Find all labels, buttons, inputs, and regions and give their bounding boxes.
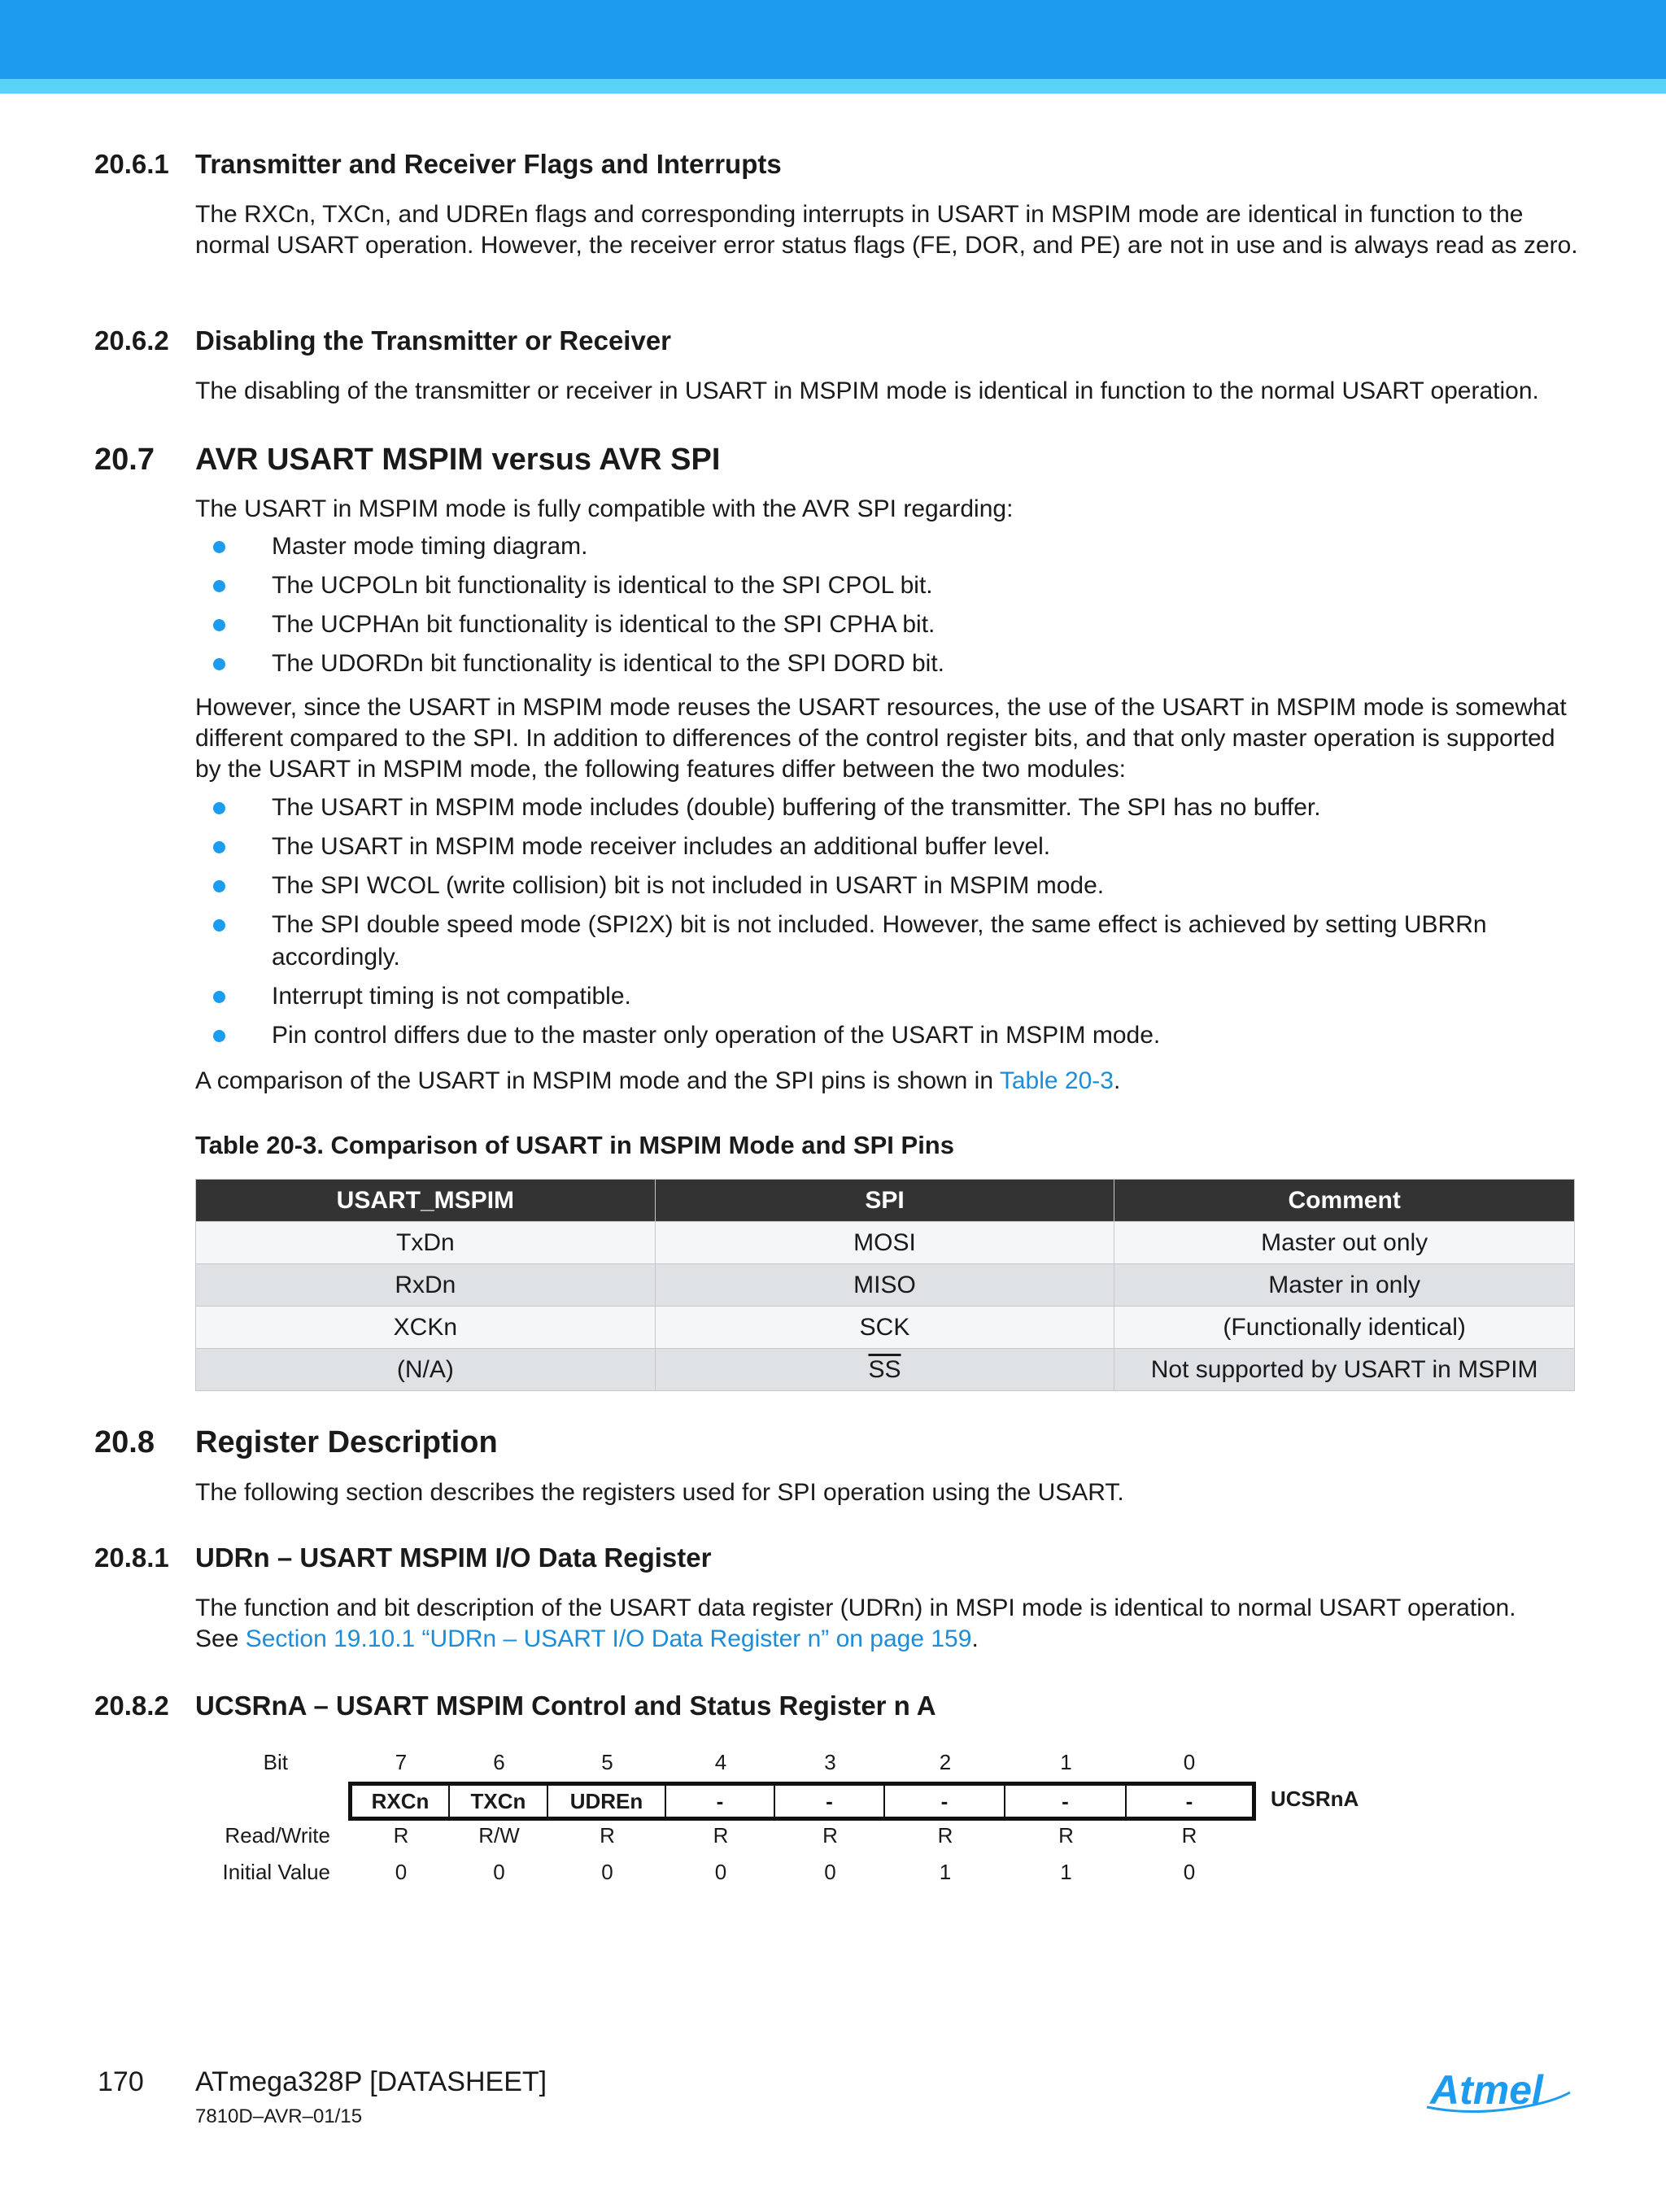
table-cell: (Functionally identical) (1114, 1307, 1575, 1349)
heading-20-6-1 (94, 149, 1559, 181)
initial-value: 0 (824, 1860, 836, 1884)
bit-number: 4 (714, 1750, 727, 1774)
document-title: ATmega328P [DATASHEET] (195, 2066, 547, 2097)
document-code: 7810D–AVR–01/15 (195, 2105, 363, 2127)
table-cell: RxDn (196, 1264, 656, 1307)
register-field: TXCn (450, 1786, 548, 1817)
initial-value: 1 (1060, 1860, 1072, 1884)
section-number: 20.8 (94, 1425, 155, 1459)
bullet-icon (213, 841, 225, 853)
heading-20-8-2 (94, 1691, 1559, 1723)
section-title: AVR USART MSPIM versus AVR SPI (195, 443, 721, 477)
register-field: RXCn (352, 1786, 450, 1817)
table-row (196, 1222, 1575, 1264)
bullet-icon (213, 880, 225, 892)
table-cell: XCKn (196, 1307, 656, 1349)
svg-text:Atmel: Atmel (1430, 2068, 1543, 2113)
bit-number: 1 (1060, 1750, 1072, 1774)
header-band (0, 0, 1666, 79)
register-field: - (775, 1786, 885, 1817)
bullet-icon (213, 919, 225, 931)
bit-number: 3 (824, 1750, 836, 1774)
table-row (196, 1349, 1575, 1391)
register-field: - (666, 1786, 775, 1817)
register-field: - (885, 1786, 1005, 1817)
section-link[interactable]: Section 19.10.1 “UDRn – USART I/O Data Register n” on page 159 (245, 1625, 972, 1652)
initial-value: 0 (601, 1860, 613, 1884)
paragraph: The following section describes the registers used for SPI operation using the USART. (195, 1479, 1124, 1506)
section-number: 20.6.2 (94, 325, 169, 356)
bit-number: 6 (493, 1750, 505, 1774)
table-header-row (196, 1180, 1575, 1222)
paragraph: The USART in MSPIM mode is fully compatible with the AVR SPI regarding: (195, 495, 1014, 522)
column-header: Comment (1114, 1180, 1575, 1222)
table-link[interactable]: Table 20-3 (999, 1067, 1114, 1094)
comparison-table (195, 1179, 1575, 1391)
rw-value: R (393, 1823, 409, 1848)
paragraph: The RXCn, TXCn, and UDREn flags and corresponding interrupts in USART in MSPIM mode are identical in function to the normal USART operation. However, the receiver error status flags (FE, DOR, and PE) are not in use and is always read as zero. (195, 201, 1578, 259)
table-caption: Table 20-3. Comparison of USART in MSPIM Mode and SPI Pins (195, 1131, 954, 1159)
table-cell: Master in only (1114, 1264, 1575, 1307)
rw-value: R (713, 1823, 729, 1848)
header-stripe (0, 79, 1666, 94)
bit-number: 7 (395, 1750, 408, 1774)
bit-number: 0 (1183, 1750, 1196, 1774)
rw-value: R (937, 1823, 953, 1848)
heading-20-6-2 (94, 325, 1559, 358)
bullet-icon (213, 991, 225, 1003)
table-cell: TxDn (196, 1222, 656, 1264)
column-header: SPI (655, 1180, 1114, 1222)
register-name: UCSRnA (1271, 1787, 1359, 1811)
section-title: UDRn – USART MSPIM I/O Data Register (195, 1542, 712, 1573)
heading-20-8 (94, 1425, 1559, 1463)
section-title: UCSRnA – USART MSPIM Control and Status Register n A (195, 1691, 936, 1721)
section-title: Disabling the Transmitter or Receiver (195, 325, 672, 356)
atmel-logo (1425, 2068, 1572, 2117)
bit-number: 2 (939, 1750, 952, 1774)
table-cell: Master out only (1114, 1222, 1575, 1264)
section-number: 20.7 (94, 443, 155, 477)
register-field: - (1005, 1786, 1127, 1817)
rw-value: R (600, 1823, 615, 1848)
bullet-icon (213, 541, 225, 553)
table-cell (655, 1349, 1114, 1391)
bullet-icon (213, 1030, 225, 1042)
paragraph: However, since the USART in MSPIM mode reuses the USART resources, the use of the USART in MSPIM mode is somewhat different compared to the SPI. In addition to differences of the control register bits, and that only master operation is supported by the USART in MSPIM mode, the following features differ between the two modules: (195, 694, 1567, 783)
heading-20-7 (94, 443, 1559, 480)
section-number: 20.6.1 (94, 149, 169, 179)
rw-value: R (1181, 1823, 1197, 1848)
column-header: USART_MSPIM (196, 1180, 656, 1222)
bullet-icon (213, 580, 225, 592)
table-cell: (N/A) (196, 1349, 656, 1391)
table-cell: SCK (655, 1307, 1114, 1349)
rw-value: R/W (478, 1823, 520, 1848)
paragraph: The function and bit description of the USART data register (UDRn) in MSPI mode is identical to normal USART operation. See Section 19.10.1 “UDRn – USART I/O Data Register n” on page 159. (195, 1595, 1516, 1652)
initial-value: 1 (939, 1860, 952, 1884)
section-number: 20.8.2 (94, 1691, 169, 1721)
bullet-icon (213, 619, 225, 631)
page-number: 170 (98, 2066, 144, 2097)
initial-value: 0 (714, 1860, 727, 1884)
paragraph: A comparison of the USART in MSPIM mode and the SPI pins is shown in Table 20-3. (195, 1067, 1121, 1094)
table-row (196, 1264, 1575, 1307)
initial-value: 0 (1183, 1860, 1196, 1884)
section-title: Register Description (195, 1425, 498, 1459)
initial-value: 0 (493, 1860, 505, 1884)
register-box (348, 1782, 1256, 1821)
paragraph: The disabling of the transmitter or receiver in USART in MSPIM mode is identical in function to the normal USART operation. (195, 377, 1539, 404)
heading-20-8-1 (94, 1542, 1559, 1575)
table-cell: Not supported by USART in MSPIM (1114, 1349, 1575, 1391)
table-row (196, 1307, 1575, 1349)
bit-number: 5 (601, 1750, 613, 1774)
table-cell: MISO (655, 1264, 1114, 1307)
bit-label: Bit (263, 1750, 288, 1774)
rw-value: R (822, 1823, 838, 1848)
rw-value: R (1058, 1823, 1074, 1848)
table-cell: MOSI (655, 1222, 1114, 1264)
ss-overline: $\overline{SS}$ (868, 1355, 901, 1383)
register-field: - (1185, 1789, 1193, 1813)
bullet-icon (213, 658, 225, 670)
section-number: 20.8.1 (94, 1542, 169, 1573)
register-field: UDREn (548, 1786, 666, 1817)
initial-value: 0 (395, 1860, 408, 1884)
bullet-icon (213, 802, 225, 814)
section-title: Transmitter and Receiver Flags and Interrupts (195, 149, 782, 179)
read-write-label: Read/Write (225, 1823, 330, 1848)
initial-value-label: Initial Value (222, 1860, 330, 1884)
